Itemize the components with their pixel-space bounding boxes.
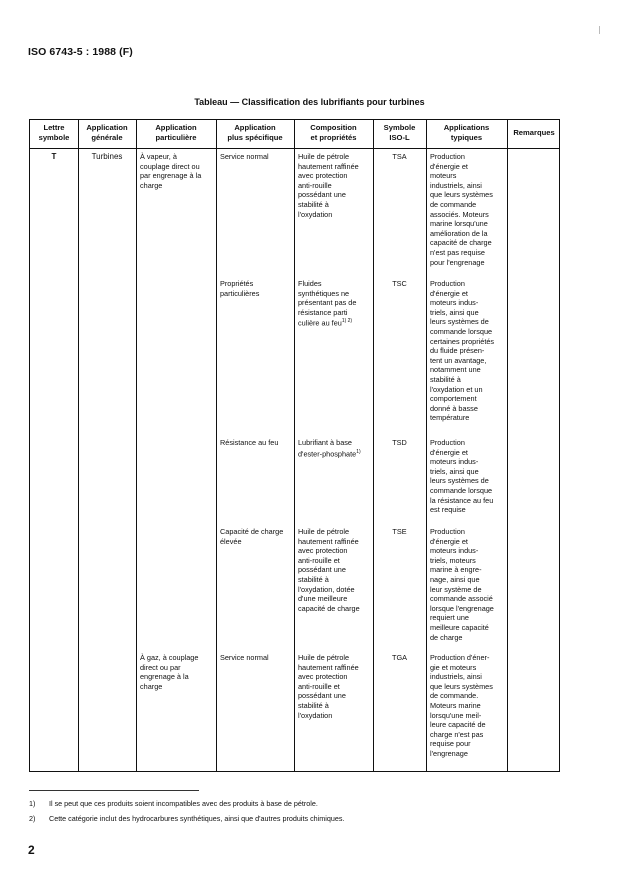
header-text: ISO-L — [389, 133, 410, 142]
text-line: de commande — [430, 199, 477, 209]
text-line: Service normal — [220, 653, 269, 662]
text-line: pour l'engrenage — [430, 257, 485, 267]
text-line: de charge — [430, 632, 463, 642]
symbol-tsa: TSA — [392, 152, 407, 161]
symbol-tse: TSE — [392, 527, 407, 536]
header-text: symbole — [38, 133, 70, 142]
text-line: hautement raffinée — [298, 536, 359, 546]
header-application-specifique — [216, 123, 294, 143]
text-line: Production — [430, 279, 465, 288]
column-divider — [136, 120, 137, 771]
text-line: moteurs indus- — [430, 298, 479, 308]
text-line: d'énergie et — [430, 536, 468, 546]
header-symbole-iso — [373, 123, 426, 143]
header-applications-typiques — [426, 123, 507, 143]
applications-tsa — [430, 152, 506, 267]
text-line: stabilité à — [298, 700, 329, 710]
text-line: lorsque l'engrenage — [430, 603, 494, 613]
text-line: stabilité à — [430, 374, 461, 384]
table-title: Tableau — Classification des lubrifiants pour turbines — [194, 97, 425, 107]
text-line: couplage direct ou — [140, 161, 200, 171]
text-line: engrenage à la — [140, 672, 189, 682]
text-line: tent un avantage, — [430, 355, 487, 365]
header-text: particulière — [155, 133, 197, 142]
text-line: l'oxydation et un — [430, 384, 483, 394]
text-line: température — [430, 413, 470, 423]
text-line: moteurs indus- — [430, 546, 479, 556]
text-line: possédant une — [298, 691, 346, 701]
text-line: commande lorsque — [430, 326, 493, 336]
footnote-number: 2) — [29, 814, 36, 823]
text-line: la résistance au feu — [430, 495, 494, 505]
text-line: Capacité de charge — [220, 527, 284, 536]
header-application-particuliere — [136, 123, 216, 143]
specific-application-tsc — [220, 279, 292, 298]
text-line: Huile de pétrole — [298, 653, 350, 662]
specific-application-tsa — [220, 152, 292, 162]
header-remarques — [507, 128, 561, 138]
text-line: anti-rouille et — [298, 681, 340, 691]
text-line: d'énergie et — [430, 447, 468, 457]
text-line: d'une meilleure — [298, 594, 348, 604]
text-line: capacité de charge — [298, 603, 360, 613]
applications-tga — [430, 653, 506, 759]
text-line: anti-rouille — [298, 180, 332, 190]
text-line: commande associé — [430, 594, 493, 604]
text-line: À vapeur, à — [140, 152, 177, 161]
header-text: et propriétés — [310, 133, 357, 142]
text-line: Production d'éner- — [430, 653, 490, 662]
particular-application-gas — [140, 653, 214, 691]
text-line: particulières — [220, 288, 260, 298]
text-line: anti-rouille et — [298, 555, 340, 565]
text-line: triels, ainsi que — [430, 466, 479, 476]
text-line: certaines propriétés — [430, 336, 495, 346]
text-line: capacité de charge — [430, 238, 492, 248]
text-line: Résistance au feu — [220, 438, 279, 447]
text-line: possédant une — [298, 190, 346, 200]
text-line: présentant pas de — [298, 298, 357, 308]
header-text: Lettre — [43, 123, 65, 132]
text-line: Lubrifiant à base — [298, 438, 352, 447]
text-line: que leurs systèmes — [430, 681, 493, 691]
text-line: Moteurs marine — [430, 700, 481, 710]
text-line: industriels, ainsi — [430, 180, 482, 190]
text-line: Fluides — [298, 279, 322, 288]
column-divider — [507, 120, 508, 771]
applications-tse — [430, 527, 506, 642]
text-line: stabilité à — [298, 574, 329, 584]
text-line: leure capacité de — [430, 720, 486, 730]
text-line: industriels, ainsi — [430, 672, 482, 682]
text-line: de commande. — [430, 691, 479, 701]
text-line: Huile de pétrole — [298, 152, 350, 161]
footnote-1 — [29, 799, 318, 808]
column-divider — [426, 120, 427, 771]
text-line: avec protection — [298, 546, 348, 556]
text-line: moteurs indus- — [430, 457, 479, 467]
text-line: par engrenage à la — [140, 171, 202, 181]
header-text: Remarques — [513, 128, 555, 137]
text-line: élevée — [220, 536, 242, 546]
specific-application-tse — [220, 527, 292, 546]
composition-tsd — [298, 438, 372, 459]
text-line: est requise — [430, 505, 466, 515]
page-number: 2 — [28, 843, 35, 857]
text-line: lorsqu'une meil- — [430, 710, 482, 720]
text-line: n'est pas requise — [430, 247, 485, 257]
text-line: triels, moteurs — [430, 555, 476, 565]
column-divider — [216, 120, 217, 771]
text-line: leurs systèmes de — [430, 317, 489, 327]
specific-application-tga — [220, 653, 292, 663]
footnote-reference: 1) 2) — [341, 318, 353, 325]
column-divider — [78, 120, 79, 771]
text-line: charge — [140, 681, 163, 691]
letter-symbol: T — [51, 152, 57, 161]
text-line: l'oxydation — [298, 209, 333, 219]
applications-tsd — [430, 438, 506, 515]
symbol-tsd: TSD — [392, 438, 407, 447]
header-text: générale — [91, 133, 123, 142]
text-line: du fluide présen- — [430, 346, 485, 356]
symbol-tsc: TSC — [392, 279, 407, 288]
applications-tsc — [430, 279, 506, 423]
column-divider — [294, 120, 295, 771]
specific-application-tsd — [220, 438, 292, 448]
footnote-text: Cette catégorie inclut des hydrocarbures synthétiques, ainsi que d'autres produits chimiques. — [49, 814, 345, 823]
footnote-separator — [29, 790, 199, 791]
header-text: plus spécifique — [227, 133, 283, 142]
text-line: hautement raffinée — [298, 161, 359, 171]
text-line: triels, ainsi que — [430, 307, 479, 317]
footnote-reference: 1) — [356, 448, 361, 455]
text-line: d'énergie et — [430, 288, 468, 298]
text-line: charge n'est pas — [430, 729, 484, 739]
header-composition — [294, 123, 373, 143]
text-line: l'oxydation — [298, 710, 333, 720]
text-line: donné à basse — [430, 403, 478, 413]
particular-application-steam — [140, 152, 214, 190]
text-line: direct ou par — [140, 662, 181, 672]
footnote-number: 1) — [29, 799, 36, 808]
header-text: Application — [155, 123, 197, 132]
text-line: Propriétés — [220, 279, 254, 288]
text-line: marine lorsqu'une — [430, 219, 488, 229]
text-line: charge — [140, 180, 163, 190]
text-line: requiert une — [430, 613, 469, 623]
text-line: d'énergie et — [430, 161, 468, 171]
standard-reference: ISO 6743-5 : 1988 (F) — [28, 46, 133, 58]
text-line: nage, ainsi que — [430, 574, 480, 584]
composition-tsc — [298, 279, 372, 328]
text-line: notamment une — [430, 365, 481, 375]
text-line: avec protection — [298, 672, 348, 682]
composition-tga — [298, 653, 372, 720]
header-text: Application — [86, 123, 128, 132]
general-application: Turbines — [91, 152, 123, 161]
footnote-2 — [29, 814, 344, 823]
lubricant-classification-table — [29, 119, 560, 772]
text-line: résistance parti — [298, 307, 348, 317]
text-line: Production — [430, 527, 465, 536]
text-line: Huile de pétrole — [298, 527, 350, 536]
text-line: Production — [430, 438, 465, 447]
header-text: Application — [234, 123, 276, 132]
header-text: Composition — [310, 123, 357, 132]
text-line: synthétiques ne — [298, 288, 350, 298]
text-line: meilleure capacité — [430, 622, 489, 632]
text-line: l'oxydation, dotée — [298, 584, 355, 594]
text-line: culière au feu$^{1) 2)}$ — [298, 318, 353, 328]
header-text: typiques — [450, 133, 483, 142]
text-line: hautement raffinée — [298, 662, 359, 672]
scan-mark — [599, 26, 600, 34]
text-line: l'engrenage — [430, 748, 468, 758]
text-line: commande lorsque — [430, 485, 493, 495]
header-application-generale — [78, 123, 136, 143]
composition-tse — [298, 527, 372, 613]
text-line: moteurs — [430, 171, 457, 181]
text-line: associés. Moteurs — [430, 209, 489, 219]
text-line: comportement — [430, 394, 477, 404]
text-line: Service normal — [220, 152, 269, 161]
text-line: leur système de — [430, 584, 482, 594]
text-line: Production — [430, 152, 465, 161]
text-line: possédant une — [298, 565, 346, 575]
text-line: À gaz, à couplage — [140, 653, 199, 662]
header-text: Symbole — [383, 123, 416, 132]
text-line: d'ester-phosphate$^{1)}$ — [298, 448, 361, 459]
text-line: avec protection — [298, 171, 348, 181]
symbol-tga: TGA — [392, 653, 407, 662]
header-lettre-symbole — [30, 123, 78, 143]
text-line: leurs systèmes de — [430, 476, 489, 486]
text-line: marine à engre- — [430, 565, 482, 575]
text-line: stabilité à — [298, 199, 329, 209]
text-line: que leurs systèmes — [430, 190, 493, 200]
text-line: amélioration de la — [430, 228, 488, 238]
footnote-text: Il se peut que ces produits soient incompatibles avec des produits à base de pétrole. — [49, 799, 318, 808]
composition-tsa — [298, 152, 372, 219]
text-line: gie et moteurs — [430, 662, 477, 672]
header-text: Applications — [443, 123, 490, 132]
text-line: requise pour — [430, 739, 471, 749]
